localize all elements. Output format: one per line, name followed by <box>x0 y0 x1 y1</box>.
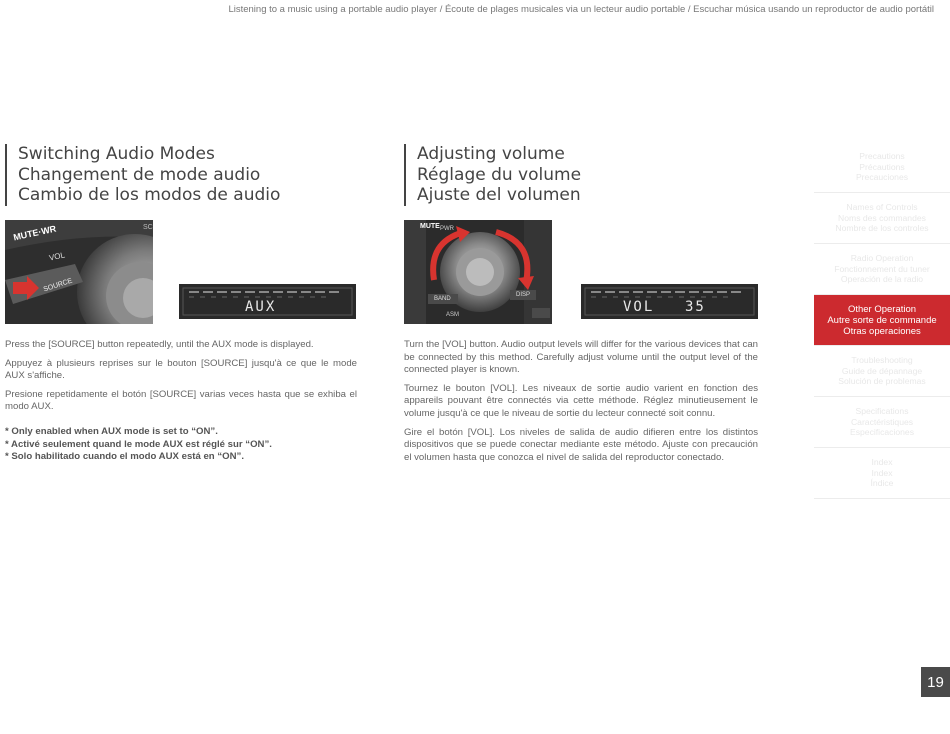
section-switching-audio-modes <box>5 144 357 206</box>
left-body <box>5 339 357 464</box>
page-number: 19 <box>921 667 950 697</box>
lcd-segments <box>581 284 758 319</box>
note-en: * Only enabled when AUX mode is set to “ON”. <box>5 425 218 437</box>
source-button-photo <box>5 220 153 324</box>
note-fr: * Activé seulement quand le mode AUX est réglé sur “ON”. <box>5 438 272 450</box>
section-adjusting-volume <box>404 144 758 206</box>
sidebar-item-precautions[interactable]: Precautions Précautions Precauciones <box>814 142 950 193</box>
disp-label: DISP <box>516 292 531 298</box>
body-en: Press the [SOURCE] button repeatedly, until the AUX mode is displayed. <box>5 339 314 350</box>
body-fr: Tournez le bouton [VOL]. Les niveaux de sortie audio varient en fonction des appareils pouvant être connectés via cette méthode. Réglez minutieusement le volume jusqu'à ce que le niveau de sortie du lecteur connecté soit connu. <box>404 382 758 419</box>
vol-lcd-display <box>581 284 758 319</box>
volume-knob-photo <box>404 220 552 324</box>
section-sidebar-nav <box>814 142 950 499</box>
sidebar-item-troubleshooting[interactable]: Troubleshooting Guide de dépannage Solución de problemas <box>814 346 950 397</box>
body-fr: Appuyez à plusieurs reprises sur le bouton [SOURCE] jusqu'à ce que le mode AUX s'affiche. <box>5 357 357 382</box>
pwr-label: PWR <box>440 226 454 232</box>
sidebar-item-specifications[interactable]: Specifications Caractéristiques Especificaciones <box>814 397 950 448</box>
sidebar-item-index[interactable]: Index Index Índice <box>814 448 950 499</box>
sc-label: SC <box>143 224 153 231</box>
title-fr: Changement de mode audio <box>18 164 261 185</box>
title-fr: Réglage du volume <box>417 164 582 185</box>
band-label: BAND <box>434 296 451 302</box>
aux-lcd-display <box>179 284 356 319</box>
body-en: Turn the [VOL] button. Audio output levels will differ for the various devices that can be connected by this method. Carefully adjust volume until the output level of the connected player is known. <box>404 339 758 376</box>
lcd-vol-value: 35 <box>685 299 706 315</box>
right-body <box>404 339 758 470</box>
title-en: Adjusting volume <box>417 144 565 164</box>
title-en: Switching Audio Modes <box>18 144 215 164</box>
note-es: * Solo habilitado cuando el modo AUX está en “ON”. <box>5 451 244 463</box>
volume-knob-illustration <box>404 220 552 324</box>
lcd-aux-text: AUX <box>245 299 277 315</box>
lcd-vol-label: VOL <box>623 299 655 315</box>
mute-label: MUTE <box>420 223 440 230</box>
source-label: SOURCE <box>42 277 74 294</box>
sidebar-item-names-of-controls[interactable]: Names of Controls Noms des commandes Nombre de los controles <box>814 193 950 244</box>
section-title <box>404 144 758 206</box>
asm-label: ASM <box>446 312 460 318</box>
title-es: Cambio de los modos de audio <box>18 185 281 205</box>
title-es: Ajuste del volumen <box>417 185 581 205</box>
body-es: Gire el botón [VOL]. Los niveles de salida de audio difieren entre los distintos dispositivos que se puede conectar mediante este método. Ajuste con precaución el volumen hasta que conozca el nivel de salida del reproductor conectado. <box>404 426 758 463</box>
sidebar-item-other-operation[interactable]: Other Operation Autre sorte de commande Otras operaciones <box>814 295 950 346</box>
body-es: Presione repetidamente el botón [SOURCE] varias veces hasta que se exhiba el modo AUX. <box>5 388 357 413</box>
section-title <box>5 144 357 206</box>
sidebar-item-radio-operation[interactable]: Radio Operation Fonctionnement du tuner Operación de la radio <box>814 244 950 295</box>
vol-label: VOL <box>48 250 66 263</box>
mute-wr-label: MUTE·WR <box>12 223 58 243</box>
page-header-breadcrumb: Listening to a music using a portable audio player / Écoute de plages musicales via un lecteur audio portable / Escuchar música usando un reproductor de audio portátil <box>228 4 934 15</box>
